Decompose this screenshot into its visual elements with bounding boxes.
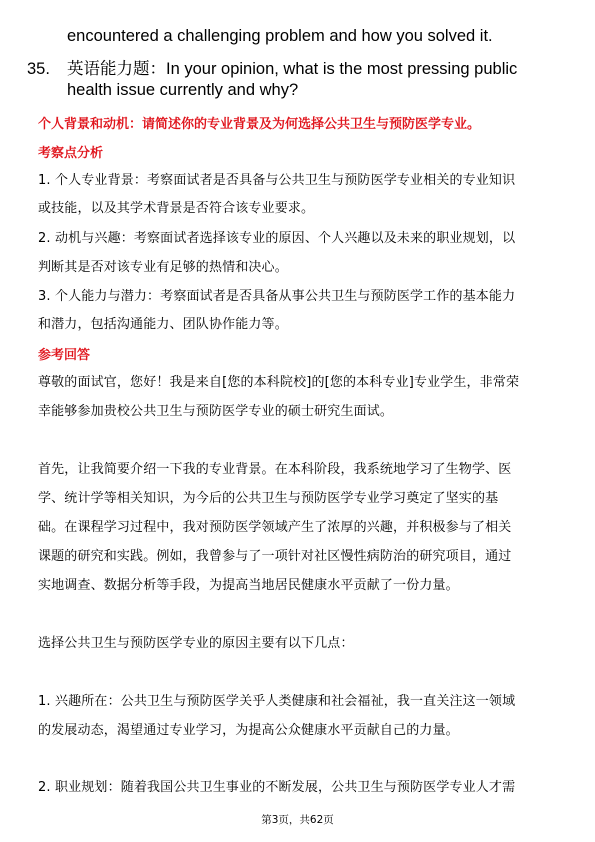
analysis-line: 1. 个人专业背景：考察面试者是否具备与公共卫生与预防医学专业相关的专业知识 (38, 173, 516, 188)
answer-background-line: 础。在课程学习过程中，我对预防医学领域产生了浓厚的兴趣，并积极参与了相关 (38, 520, 512, 535)
answer-background-line: 实地调查、数据分析等手段，为提高当地居民健康水平贡献了一份力量。 (38, 578, 459, 593)
answer-background-line: 学、统计学等相关知识，为今后的公共卫生与预防医学专业学习奠定了坚实的基 (38, 491, 499, 506)
answer-greeting-line: 幸能够参加贵校公共卫生与预防医学专业的硕士研究生面试。 (38, 404, 394, 419)
section-title: 个人背景和动机：请简述你的专业背景及为何选择公共卫生与预防医学专业。 (38, 117, 481, 132)
answer-background-line: 课题的研究和实践。例如，我曾参与了一项针对社区慢性病防治的研究项目，通过 (38, 549, 512, 564)
answer-reasons-intro: 选择公共卫生与预防医学专业的原因主要有以下几点： (38, 636, 354, 651)
analysis-line: 2. 动机与兴趣：考察面试者选择该专业的原因、个人兴趣以及未来的职业规划，以 (38, 231, 516, 246)
analysis-line: 判断其是否对该专业有足够的热情和决心。 (38, 260, 288, 275)
answer-background-line: 首先，让我简要介绍一下我的专业背景。在本科阶段，我系统地学习了生物学、医 (38, 462, 512, 477)
question-line-2: health issue currently and why? (67, 81, 299, 99)
question-line-1: 英语能力题：In your opinion, what is the most pressing public (67, 60, 518, 78)
question-34-tail: encountered a challenging problem and how you solved it. (67, 27, 493, 45)
analysis-line: 和潜力，包括沟通能力、团队协作能力等。 (38, 317, 288, 332)
answer-greeting-line: 尊敬的面试官，您好！我是来自[您的本科院校]的[您的本科专业]专业学生，非常荣 (38, 375, 520, 390)
question-number: 35. (27, 60, 50, 78)
analysis-line: 或技能，以及其学术背景是否符合该专业要求。 (38, 201, 315, 216)
analysis-heading: 考察点分析 (38, 146, 104, 161)
page-footer: 第3页，共62页 (261, 814, 334, 826)
answer-heading: 参考回答 (38, 348, 91, 363)
answer-reason-line: 的发展动态，渴望通过专业学习，为提高公众健康水平贡献自己的力量。 (38, 723, 459, 738)
answer-reason-line: 1. 兴趣所在：公共卫生与预防医学关乎人类健康和社会福祉，我一直关注这一领域 (38, 694, 516, 709)
analysis-line: 3. 个人能力与潜力：考察面试者是否具备从事公共卫生与预防医学工作的基本能力 (38, 289, 516, 304)
answer-reason-line: 2. 职业规划：随着我国公共卫生事业的不断发展，公共卫生与预防医学专业人才需 (38, 780, 516, 795)
